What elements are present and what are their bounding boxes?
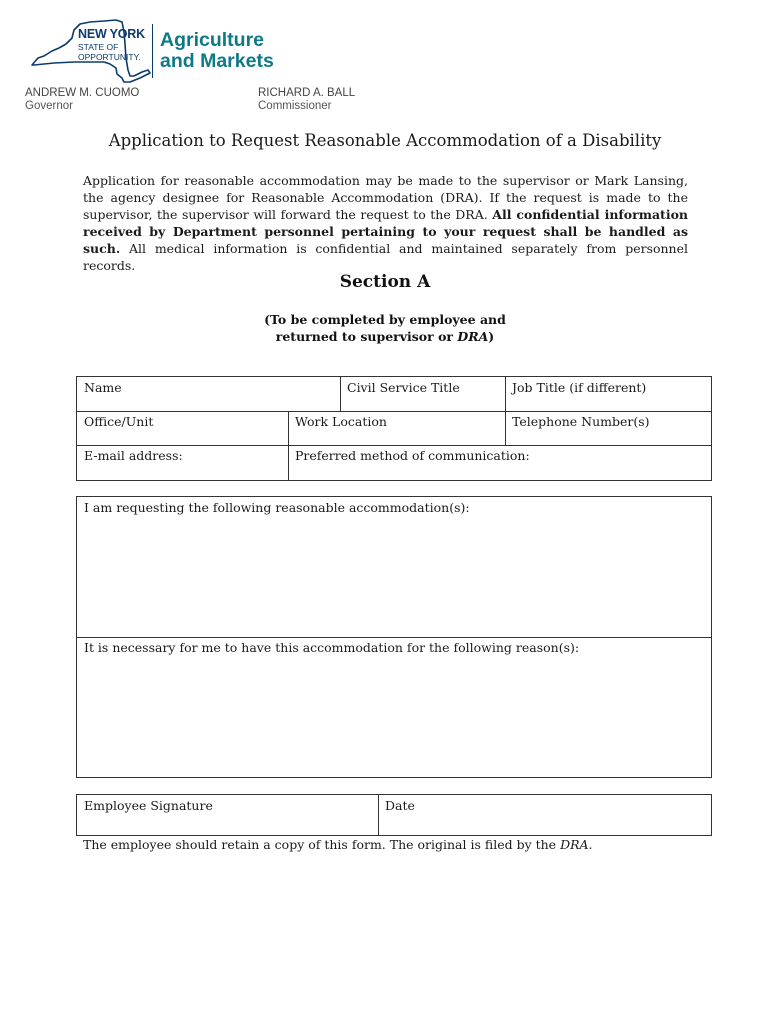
governor-block <box>25 87 139 113</box>
intro-paragraph <box>83 172 688 274</box>
employee-info-table <box>76 376 712 481</box>
name-field[interactable]: Name <box>84 380 122 395</box>
table-col-divider <box>378 795 379 835</box>
intro-text-1: Application for reasonable accommodation may be made to the supervisor or Mark Lansing, the agency designee for Reasonable Accommodation (DRA). If the request is made to the supervisor, the supervisor will forward the request to the DRA. <box>83 173 688 222</box>
table-row-divider <box>77 637 711 638</box>
commissioner-title: Commissioner <box>258 100 332 112</box>
agency-name <box>160 30 274 72</box>
logo-line-1: NEW YORK <box>78 27 145 41</box>
agency-name-line-1: Agriculture <box>160 29 265 51</box>
table-row-divider <box>77 445 711 446</box>
office-unit-field[interactable]: Office/Unit <box>84 414 154 429</box>
footnote: The employee should retain a copy of this form. The original is filed by the DRA. <box>83 837 593 852</box>
ny-state-logo-text <box>78 28 145 62</box>
logo-divider <box>152 24 153 78</box>
intro-text-bold: All confidential information received by Department personnel pertaining to your request shall be handled as such. <box>83 207 688 256</box>
date-field[interactable]: Date <box>385 798 415 813</box>
preferred-communication-field[interactable]: Preferred method of communication: <box>295 448 530 463</box>
intro-text-2: All medical information is confidential and maintained separately from personnel records. <box>83 241 688 273</box>
accommodation-table <box>76 496 712 778</box>
table-col-divider <box>340 377 341 411</box>
table-row-divider <box>77 411 711 412</box>
email-field[interactable]: E-mail address: <box>84 448 183 463</box>
table-col-divider <box>288 411 289 480</box>
document-title: Application to Request Reasonable Accommodation of a Disability <box>108 131 662 150</box>
instruction-line-2: returned to supervisor or DRA) <box>275 329 495 344</box>
logo-line-3: OPPORTUNITY. <box>78 52 141 62</box>
signature-table <box>76 794 712 836</box>
agency-name-line-2: and Markets <box>160 50 274 72</box>
accommodation-request-field[interactable]: I am requesting the following reasonable accommodation(s): <box>84 500 470 515</box>
instruction-line-1: (To be completed by employee and <box>264 312 506 327</box>
employee-signature-field[interactable]: Employee Signature <box>84 798 213 813</box>
section-heading: Section A <box>339 272 431 292</box>
job-title-field[interactable]: Job Title (if different) <box>512 380 647 395</box>
work-location-field[interactable]: Work Location <box>295 414 387 429</box>
governor-title: Governor <box>25 100 73 112</box>
commissioner-name: RICHARD A. BALL <box>258 87 356 99</box>
logo-line-2: STATE OF <box>78 41 119 52</box>
table-col-divider <box>505 377 506 445</box>
governor-name: ANDREW M. CUOMO <box>25 87 140 99</box>
section-instructions <box>0 311 770 345</box>
civil-service-title-field[interactable]: Civil Service Title <box>347 380 460 395</box>
telephone-field[interactable]: Telephone Number(s) <box>512 414 650 429</box>
commissioner-block <box>258 87 355 113</box>
accommodation-reason-field[interactable]: It is necessary for me to have this accommodation for the following reason(s): <box>84 640 580 655</box>
